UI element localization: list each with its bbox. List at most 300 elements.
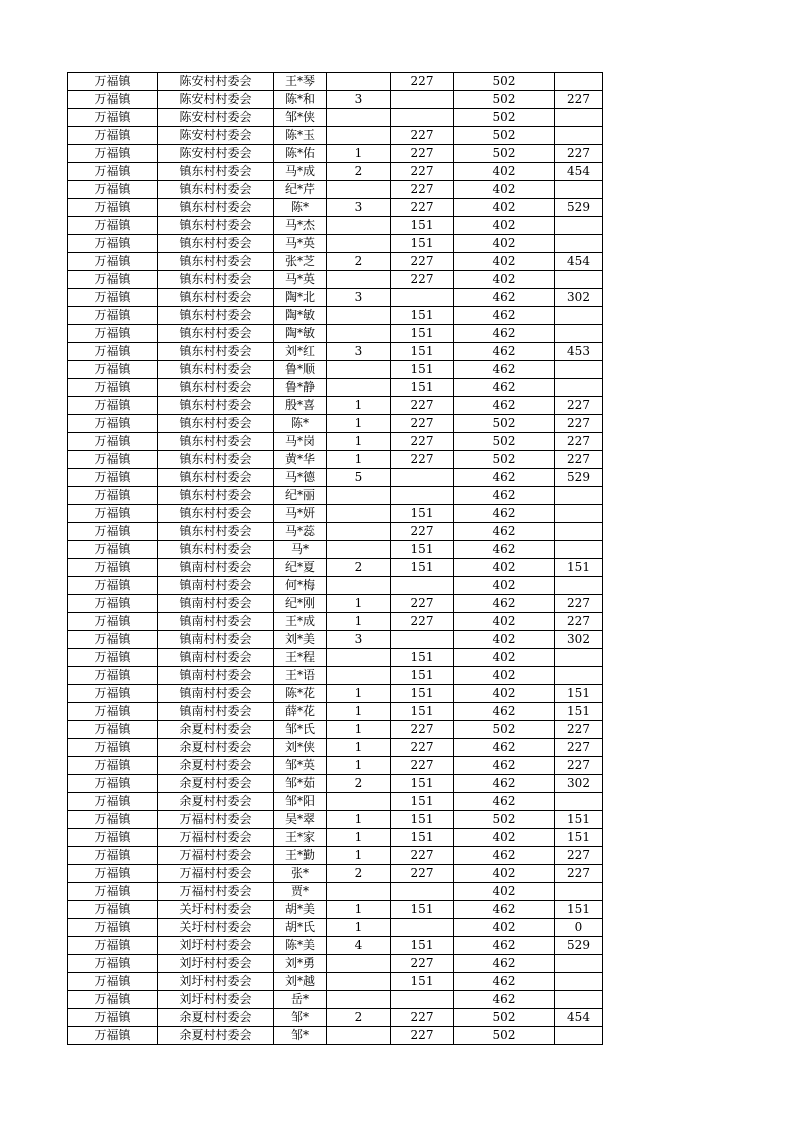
town-cell: 万福镇 bbox=[68, 631, 158, 649]
count-cell: 1 bbox=[327, 145, 391, 163]
name-cell: 刘*越 bbox=[274, 973, 327, 991]
amount-b-cell: 502 bbox=[454, 721, 555, 739]
village-cell: 镇东村村委会 bbox=[158, 379, 274, 397]
table-row bbox=[68, 91, 603, 109]
amount-a-cell: 151 bbox=[391, 667, 454, 685]
amount-b-cell: 402 bbox=[454, 163, 555, 181]
name-cell: 黄*华 bbox=[274, 451, 327, 469]
name-cell: 鲁*静 bbox=[274, 379, 327, 397]
count-cell bbox=[327, 1027, 391, 1045]
amount-a-cell: 227 bbox=[391, 127, 454, 145]
table-row bbox=[68, 199, 603, 217]
amount-a-cell: 227 bbox=[391, 199, 454, 217]
town-cell: 万福镇 bbox=[68, 109, 158, 127]
amount-a-cell bbox=[391, 469, 454, 487]
town-cell: 万福镇 bbox=[68, 739, 158, 757]
count-cell bbox=[327, 487, 391, 505]
table-row bbox=[68, 145, 603, 163]
amount-a-cell: 227 bbox=[391, 955, 454, 973]
amount-a-cell: 227 bbox=[391, 271, 454, 289]
village-cell: 陈安村村委会 bbox=[158, 91, 274, 109]
village-cell: 陈安村村委会 bbox=[158, 73, 274, 91]
village-cell: 镇东村村委会 bbox=[158, 163, 274, 181]
village-cell: 关圩村村委会 bbox=[158, 901, 274, 919]
amount-b-cell: 502 bbox=[454, 91, 555, 109]
amount-b-cell: 402 bbox=[454, 253, 555, 271]
count-cell: 2 bbox=[327, 1009, 391, 1027]
total-cell: 529 bbox=[555, 199, 603, 217]
name-cell: 刘*美 bbox=[274, 631, 327, 649]
name-cell: 邹* bbox=[274, 1009, 327, 1027]
town-cell: 万福镇 bbox=[68, 541, 158, 559]
amount-a-cell bbox=[391, 487, 454, 505]
village-cell: 镇东村村委会 bbox=[158, 235, 274, 253]
amount-a-cell: 227 bbox=[391, 451, 454, 469]
total-cell: 151 bbox=[555, 811, 603, 829]
village-cell: 镇南村村委会 bbox=[158, 595, 274, 613]
name-cell: 刘*侠 bbox=[274, 739, 327, 757]
name-cell: 王*琴 bbox=[274, 73, 327, 91]
table-row bbox=[68, 757, 603, 775]
count-cell: 1 bbox=[327, 451, 391, 469]
name-cell: 胡*美 bbox=[274, 901, 327, 919]
town-cell: 万福镇 bbox=[68, 883, 158, 901]
total-cell bbox=[555, 109, 603, 127]
total-cell: 227 bbox=[555, 757, 603, 775]
name-cell: 王*成 bbox=[274, 613, 327, 631]
table-row bbox=[68, 541, 603, 559]
town-cell: 万福镇 bbox=[68, 667, 158, 685]
town-cell: 万福镇 bbox=[68, 433, 158, 451]
amount-b-cell: 502 bbox=[454, 145, 555, 163]
amount-b-cell: 462 bbox=[454, 937, 555, 955]
total-cell: 227 bbox=[555, 451, 603, 469]
name-cell: 陈*花 bbox=[274, 685, 327, 703]
name-cell: 邹*英 bbox=[274, 757, 327, 775]
village-cell: 刘圩村村委会 bbox=[158, 937, 274, 955]
village-cell: 镇东村村委会 bbox=[158, 253, 274, 271]
total-cell bbox=[555, 505, 603, 523]
count-cell: 1 bbox=[327, 757, 391, 775]
count-cell bbox=[327, 307, 391, 325]
amount-b-cell: 502 bbox=[454, 73, 555, 91]
amount-b-cell: 462 bbox=[454, 541, 555, 559]
count-cell bbox=[327, 991, 391, 1009]
table-row bbox=[68, 289, 603, 307]
amount-b-cell: 402 bbox=[454, 667, 555, 685]
village-cell: 镇南村村委会 bbox=[158, 631, 274, 649]
total-cell bbox=[555, 73, 603, 91]
count-cell bbox=[327, 271, 391, 289]
amount-b-cell: 462 bbox=[454, 703, 555, 721]
total-cell: 227 bbox=[555, 739, 603, 757]
amount-b-cell: 502 bbox=[454, 127, 555, 145]
total-cell: 454 bbox=[555, 1009, 603, 1027]
table-row bbox=[68, 1009, 603, 1027]
village-cell: 镇东村村委会 bbox=[158, 361, 274, 379]
name-cell: 贾* bbox=[274, 883, 327, 901]
town-cell: 万福镇 bbox=[68, 919, 158, 937]
count-cell bbox=[327, 235, 391, 253]
village-cell: 镇东村村委会 bbox=[158, 271, 274, 289]
amount-a-cell bbox=[391, 919, 454, 937]
count-cell: 1 bbox=[327, 739, 391, 757]
amount-a-cell: 227 bbox=[391, 721, 454, 739]
village-cell: 镇东村村委会 bbox=[158, 181, 274, 199]
count-cell: 4 bbox=[327, 937, 391, 955]
town-cell: 万福镇 bbox=[68, 253, 158, 271]
amount-b-cell: 462 bbox=[454, 973, 555, 991]
town-cell: 万福镇 bbox=[68, 559, 158, 577]
count-cell: 1 bbox=[327, 919, 391, 937]
name-cell: 纪*夏 bbox=[274, 559, 327, 577]
total-cell bbox=[555, 325, 603, 343]
amount-b-cell: 402 bbox=[454, 829, 555, 847]
village-cell: 万福村村委会 bbox=[158, 847, 274, 865]
count-cell: 1 bbox=[327, 433, 391, 451]
village-cell: 镇东村村委会 bbox=[158, 487, 274, 505]
name-cell: 马*英 bbox=[274, 271, 327, 289]
count-cell: 3 bbox=[327, 199, 391, 217]
count-cell bbox=[327, 793, 391, 811]
village-cell: 余夏村村委会 bbox=[158, 793, 274, 811]
table-row bbox=[68, 397, 603, 415]
name-cell: 何*梅 bbox=[274, 577, 327, 595]
amount-b-cell: 462 bbox=[454, 793, 555, 811]
town-cell: 万福镇 bbox=[68, 145, 158, 163]
amount-a-cell: 151 bbox=[391, 235, 454, 253]
name-cell: 陈*和 bbox=[274, 91, 327, 109]
total-cell: 227 bbox=[555, 595, 603, 613]
amount-a-cell bbox=[391, 577, 454, 595]
amount-a-cell bbox=[391, 109, 454, 127]
village-cell: 余夏村村委会 bbox=[158, 1009, 274, 1027]
count-cell bbox=[327, 217, 391, 235]
town-cell: 万福镇 bbox=[68, 973, 158, 991]
table-row bbox=[68, 595, 603, 613]
count-cell bbox=[327, 109, 391, 127]
town-cell: 万福镇 bbox=[68, 397, 158, 415]
total-cell: 151 bbox=[555, 559, 603, 577]
table-row bbox=[68, 109, 603, 127]
town-cell: 万福镇 bbox=[68, 325, 158, 343]
total-cell: 454 bbox=[555, 253, 603, 271]
town-cell: 万福镇 bbox=[68, 217, 158, 235]
total-cell bbox=[555, 541, 603, 559]
village-cell: 镇东村村委会 bbox=[158, 541, 274, 559]
name-cell: 邹*茹 bbox=[274, 775, 327, 793]
total-cell: 227 bbox=[555, 613, 603, 631]
total-cell bbox=[555, 181, 603, 199]
table-row bbox=[68, 379, 603, 397]
village-cell: 余夏村村委会 bbox=[158, 721, 274, 739]
total-cell bbox=[555, 235, 603, 253]
name-cell: 薛*花 bbox=[274, 703, 327, 721]
table-row bbox=[68, 829, 603, 847]
village-cell: 镇东村村委会 bbox=[158, 415, 274, 433]
amount-a-cell: 151 bbox=[391, 811, 454, 829]
village-cell: 镇东村村委会 bbox=[158, 523, 274, 541]
name-cell: 王*勤 bbox=[274, 847, 327, 865]
town-cell: 万福镇 bbox=[68, 991, 158, 1009]
town-cell: 万福镇 bbox=[68, 901, 158, 919]
village-cell: 万福村村委会 bbox=[158, 883, 274, 901]
amount-b-cell: 462 bbox=[454, 847, 555, 865]
name-cell: 邹*阳 bbox=[274, 793, 327, 811]
count-cell bbox=[327, 361, 391, 379]
count-cell: 3 bbox=[327, 343, 391, 361]
total-cell: 227 bbox=[555, 433, 603, 451]
amount-b-cell: 402 bbox=[454, 649, 555, 667]
total-cell bbox=[555, 991, 603, 1009]
amount-b-cell: 462 bbox=[454, 739, 555, 757]
name-cell: 马*英 bbox=[274, 235, 327, 253]
town-cell: 万福镇 bbox=[68, 163, 158, 181]
village-cell: 镇南村村委会 bbox=[158, 703, 274, 721]
table-row bbox=[68, 271, 603, 289]
count-cell bbox=[327, 127, 391, 145]
name-cell: 殷*喜 bbox=[274, 397, 327, 415]
village-cell: 镇东村村委会 bbox=[158, 469, 274, 487]
amount-b-cell: 402 bbox=[454, 559, 555, 577]
amount-a-cell: 227 bbox=[391, 415, 454, 433]
total-cell bbox=[555, 577, 603, 595]
amount-a-cell bbox=[391, 991, 454, 1009]
town-cell: 万福镇 bbox=[68, 307, 158, 325]
table-row bbox=[68, 667, 603, 685]
town-cell: 万福镇 bbox=[68, 415, 158, 433]
town-cell: 万福镇 bbox=[68, 451, 158, 469]
amount-b-cell: 462 bbox=[454, 343, 555, 361]
amount-b-cell: 462 bbox=[454, 307, 555, 325]
total-cell: 0 bbox=[555, 919, 603, 937]
amount-a-cell: 151 bbox=[391, 343, 454, 361]
count-cell: 1 bbox=[327, 847, 391, 865]
amount-b-cell: 402 bbox=[454, 217, 555, 235]
amount-b-cell: 402 bbox=[454, 271, 555, 289]
name-cell: 陶*敏 bbox=[274, 307, 327, 325]
count-cell: 3 bbox=[327, 631, 391, 649]
amount-a-cell: 227 bbox=[391, 523, 454, 541]
amount-b-cell: 502 bbox=[454, 811, 555, 829]
name-cell: 马*岗 bbox=[274, 433, 327, 451]
town-cell: 万福镇 bbox=[68, 523, 158, 541]
name-cell: 纪*芹 bbox=[274, 181, 327, 199]
name-cell: 陈* bbox=[274, 415, 327, 433]
total-cell: 151 bbox=[555, 685, 603, 703]
table-row bbox=[68, 451, 603, 469]
count-cell bbox=[327, 73, 391, 91]
town-cell: 万福镇 bbox=[68, 127, 158, 145]
amount-b-cell: 402 bbox=[454, 181, 555, 199]
count-cell: 2 bbox=[327, 775, 391, 793]
town-cell: 万福镇 bbox=[68, 955, 158, 973]
count-cell bbox=[327, 325, 391, 343]
village-cell: 镇东村村委会 bbox=[158, 325, 274, 343]
town-cell: 万福镇 bbox=[68, 793, 158, 811]
name-cell: 陈*美 bbox=[274, 937, 327, 955]
village-cell: 万福村村委会 bbox=[158, 811, 274, 829]
total-cell bbox=[555, 1027, 603, 1045]
village-cell: 余夏村村委会 bbox=[158, 757, 274, 775]
amount-b-cell: 462 bbox=[454, 487, 555, 505]
table-row bbox=[68, 685, 603, 703]
table-row bbox=[68, 775, 603, 793]
table-row bbox=[68, 1027, 603, 1045]
amount-a-cell bbox=[391, 91, 454, 109]
amount-a-cell: 151 bbox=[391, 217, 454, 235]
total-cell bbox=[555, 667, 603, 685]
town-cell: 万福镇 bbox=[68, 91, 158, 109]
amount-a-cell: 151 bbox=[391, 379, 454, 397]
name-cell: 岳* bbox=[274, 991, 327, 1009]
total-cell: 302 bbox=[555, 631, 603, 649]
total-cell: 227 bbox=[555, 91, 603, 109]
table-row bbox=[68, 505, 603, 523]
village-cell: 镇东村村委会 bbox=[158, 505, 274, 523]
village-cell: 陈安村村委会 bbox=[158, 127, 274, 145]
count-cell bbox=[327, 973, 391, 991]
count-cell bbox=[327, 505, 391, 523]
table-row bbox=[68, 577, 603, 595]
amount-a-cell bbox=[391, 289, 454, 307]
village-cell: 刘圩村村委会 bbox=[158, 955, 274, 973]
amount-a-cell: 151 bbox=[391, 325, 454, 343]
village-cell: 镇南村村委会 bbox=[158, 577, 274, 595]
amount-a-cell: 151 bbox=[391, 361, 454, 379]
amount-a-cell: 151 bbox=[391, 829, 454, 847]
amount-b-cell: 462 bbox=[454, 955, 555, 973]
village-cell: 余夏村村委会 bbox=[158, 739, 274, 757]
amount-a-cell: 227 bbox=[391, 847, 454, 865]
village-cell: 万福村村委会 bbox=[158, 829, 274, 847]
table-row bbox=[68, 631, 603, 649]
total-cell: 227 bbox=[555, 865, 603, 883]
table-row bbox=[68, 415, 603, 433]
amount-b-cell: 402 bbox=[454, 865, 555, 883]
table-row bbox=[68, 325, 603, 343]
town-cell: 万福镇 bbox=[68, 235, 158, 253]
amount-a-cell: 227 bbox=[391, 163, 454, 181]
name-cell: 马*妍 bbox=[274, 505, 327, 523]
table-row bbox=[68, 919, 603, 937]
amount-b-cell: 462 bbox=[454, 523, 555, 541]
count-cell bbox=[327, 181, 391, 199]
amount-a-cell: 227 bbox=[391, 181, 454, 199]
table-body bbox=[68, 73, 603, 1045]
count-cell: 2 bbox=[327, 865, 391, 883]
name-cell: 胡*氏 bbox=[274, 919, 327, 937]
town-cell: 万福镇 bbox=[68, 181, 158, 199]
amount-a-cell: 151 bbox=[391, 649, 454, 667]
count-cell: 1 bbox=[327, 595, 391, 613]
total-cell bbox=[555, 649, 603, 667]
total-cell: 529 bbox=[555, 469, 603, 487]
town-cell: 万福镇 bbox=[68, 577, 158, 595]
town-cell: 万福镇 bbox=[68, 343, 158, 361]
village-cell: 镇东村村委会 bbox=[158, 307, 274, 325]
table-row bbox=[68, 127, 603, 145]
village-cell: 余夏村村委会 bbox=[158, 775, 274, 793]
name-cell: 王*语 bbox=[274, 667, 327, 685]
village-cell: 万福村村委会 bbox=[158, 865, 274, 883]
village-cell: 镇南村村委会 bbox=[158, 559, 274, 577]
table-row bbox=[68, 253, 603, 271]
village-cell: 镇东村村委会 bbox=[158, 433, 274, 451]
village-cell: 关圩村村委会 bbox=[158, 919, 274, 937]
amount-b-cell: 462 bbox=[454, 325, 555, 343]
amount-a-cell: 151 bbox=[391, 559, 454, 577]
amount-b-cell: 402 bbox=[454, 613, 555, 631]
amount-b-cell: 462 bbox=[454, 757, 555, 775]
name-cell: 马*杰 bbox=[274, 217, 327, 235]
count-cell: 1 bbox=[327, 685, 391, 703]
count-cell: 1 bbox=[327, 613, 391, 631]
count-cell: 1 bbox=[327, 703, 391, 721]
total-cell: 227 bbox=[555, 145, 603, 163]
amount-a-cell: 151 bbox=[391, 703, 454, 721]
table-row bbox=[68, 559, 603, 577]
amount-b-cell: 402 bbox=[454, 631, 555, 649]
village-cell: 陈安村村委会 bbox=[158, 145, 274, 163]
amount-b-cell: 402 bbox=[454, 235, 555, 253]
count-cell bbox=[327, 379, 391, 397]
count-cell bbox=[327, 955, 391, 973]
town-cell: 万福镇 bbox=[68, 361, 158, 379]
name-cell: 陈*玉 bbox=[274, 127, 327, 145]
table-row bbox=[68, 883, 603, 901]
name-cell: 张*芝 bbox=[274, 253, 327, 271]
total-cell bbox=[555, 973, 603, 991]
table-row bbox=[68, 307, 603, 325]
amount-a-cell: 227 bbox=[391, 1027, 454, 1045]
count-cell: 2 bbox=[327, 253, 391, 271]
total-cell: 529 bbox=[555, 937, 603, 955]
total-cell bbox=[555, 793, 603, 811]
table-row bbox=[68, 937, 603, 955]
table-row bbox=[68, 955, 603, 973]
count-cell: 2 bbox=[327, 559, 391, 577]
amount-b-cell: 462 bbox=[454, 379, 555, 397]
table-row bbox=[68, 73, 603, 91]
town-cell: 万福镇 bbox=[68, 721, 158, 739]
town-cell: 万福镇 bbox=[68, 1009, 158, 1027]
total-cell bbox=[555, 955, 603, 973]
table-row bbox=[68, 181, 603, 199]
amount-a-cell: 151 bbox=[391, 793, 454, 811]
table-row bbox=[68, 343, 603, 361]
amount-b-cell: 462 bbox=[454, 397, 555, 415]
amount-a-cell: 227 bbox=[391, 253, 454, 271]
total-cell: 454 bbox=[555, 163, 603, 181]
total-cell: 151 bbox=[555, 829, 603, 847]
name-cell: 王*家 bbox=[274, 829, 327, 847]
village-cell: 镇东村村委会 bbox=[158, 397, 274, 415]
amount-a-cell: 151 bbox=[391, 775, 454, 793]
count-cell bbox=[327, 577, 391, 595]
amount-a-cell: 227 bbox=[391, 1009, 454, 1027]
name-cell: 刘*勇 bbox=[274, 955, 327, 973]
amount-b-cell: 402 bbox=[454, 577, 555, 595]
amount-b-cell: 502 bbox=[454, 109, 555, 127]
amount-b-cell: 402 bbox=[454, 919, 555, 937]
amount-b-cell: 462 bbox=[454, 595, 555, 613]
village-cell: 镇南村村委会 bbox=[158, 613, 274, 631]
table-row bbox=[68, 793, 603, 811]
amount-b-cell: 462 bbox=[454, 469, 555, 487]
town-cell: 万福镇 bbox=[68, 199, 158, 217]
total-cell bbox=[555, 379, 603, 397]
